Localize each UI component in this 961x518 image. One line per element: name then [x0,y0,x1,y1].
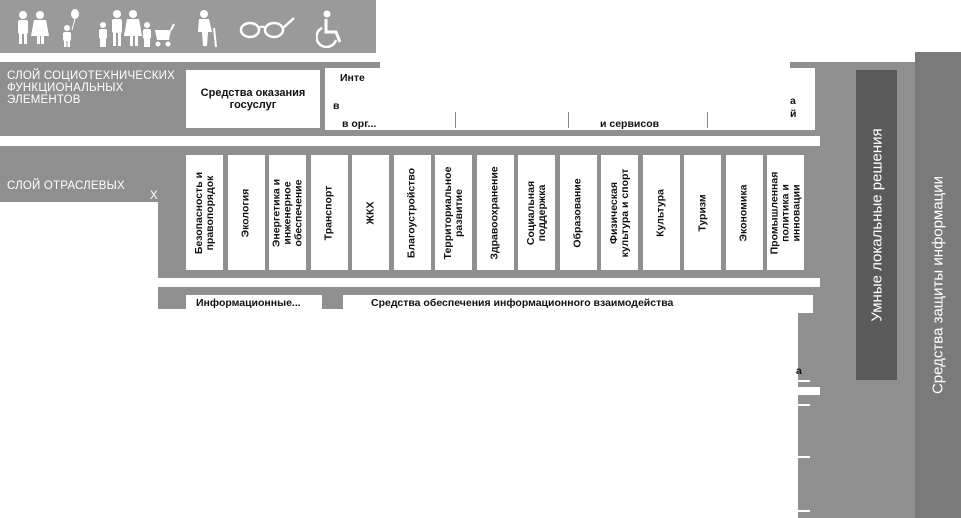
info-tail-fragment: а [796,365,802,377]
socio-divider [568,112,569,128]
white-tick [798,456,810,458]
info-cell-label: Информационные... [196,297,301,309]
security-sidebar-label: Средства защиты информации [929,175,947,395]
sector-cell [435,155,472,270]
sector-cell [518,155,555,270]
sector-label: Образование [571,177,584,248]
child-with-balloon-icon [58,8,82,48]
sector-label: Туризм [696,193,708,232]
socio-fragment-3: в орг... [342,118,377,130]
sector-cell [643,155,680,270]
white-tick [798,510,810,512]
sector-label: Экология [239,188,252,237]
sector-cell [560,155,597,270]
sector-cell [311,155,348,270]
population-icon-bar [0,0,376,53]
wheelchair-icon [316,8,346,48]
sector-label: Транспорт [322,185,335,240]
sector-cell [684,155,721,270]
sector-cell [228,155,265,270]
sector-label: Экономика [737,184,750,241]
sector-label: Социальная поддержка [524,180,548,245]
family-icon [12,8,52,48]
sector-label: Промышленная политика и инновации [768,171,802,254]
smart-solutions-label: Умные локальные решения [868,128,885,322]
socio-fragment-5: а [790,95,796,107]
sector-label: Здравоохранение [488,165,501,260]
socio-divider [455,112,456,128]
sector-cell [601,155,638,270]
sector-cell [726,155,763,270]
sector-cell [477,155,514,270]
elderly-person-icon [190,8,222,48]
sector-label: Территориальное развитие [441,166,465,259]
socio-fragment-6: й [790,108,797,120]
white-tick [798,404,810,406]
sector-cell [269,155,306,270]
sector-layer-label-tail: Х [150,190,158,202]
info-wide-label: Средства обеспечения информационного взаимодейства [371,297,674,309]
socio-technical-layer-label: СЛОЙ СОЦИОТЕХНИЧЕСКИХ ФУНКЦИОНАЛЬНЫХ ЭЛЕМЕНТОВ [7,70,176,106]
socio-divider [707,112,708,128]
sector-label: Благоустройство [405,167,418,258]
sector-label: Безопасность и правопорядок [192,171,216,254]
sector-cell [186,155,223,270]
large-family-icon [95,8,175,48]
gov-services-cell: Средства оказания госуслуг [186,70,320,128]
security-sidebar [915,52,961,518]
sector-cell [767,155,804,270]
occluder-center [158,309,798,518]
sector-label: ЖКХ [364,201,376,224]
socio-fragment-2: в [333,100,340,112]
smart-solutions-sidebar [856,70,897,380]
sector-cell [394,155,431,270]
sector-layer-label: СЛОЙ ОТРАСЛЕВЫХ [7,180,125,192]
occluder-left [0,202,158,518]
sector-label: Физическая культура и спорт [607,168,631,257]
white-tick [798,380,810,382]
sector-label: Культура [654,188,667,237]
socio-fragment-1: Инте [340,72,365,84]
glasses-icon [236,8,298,48]
occluder-top [380,60,790,110]
sector-label: Энергетика и инженерное обеспечение [270,178,304,247]
sector-cell [352,155,389,270]
socio-fragment-4: и сервисов [600,118,660,130]
